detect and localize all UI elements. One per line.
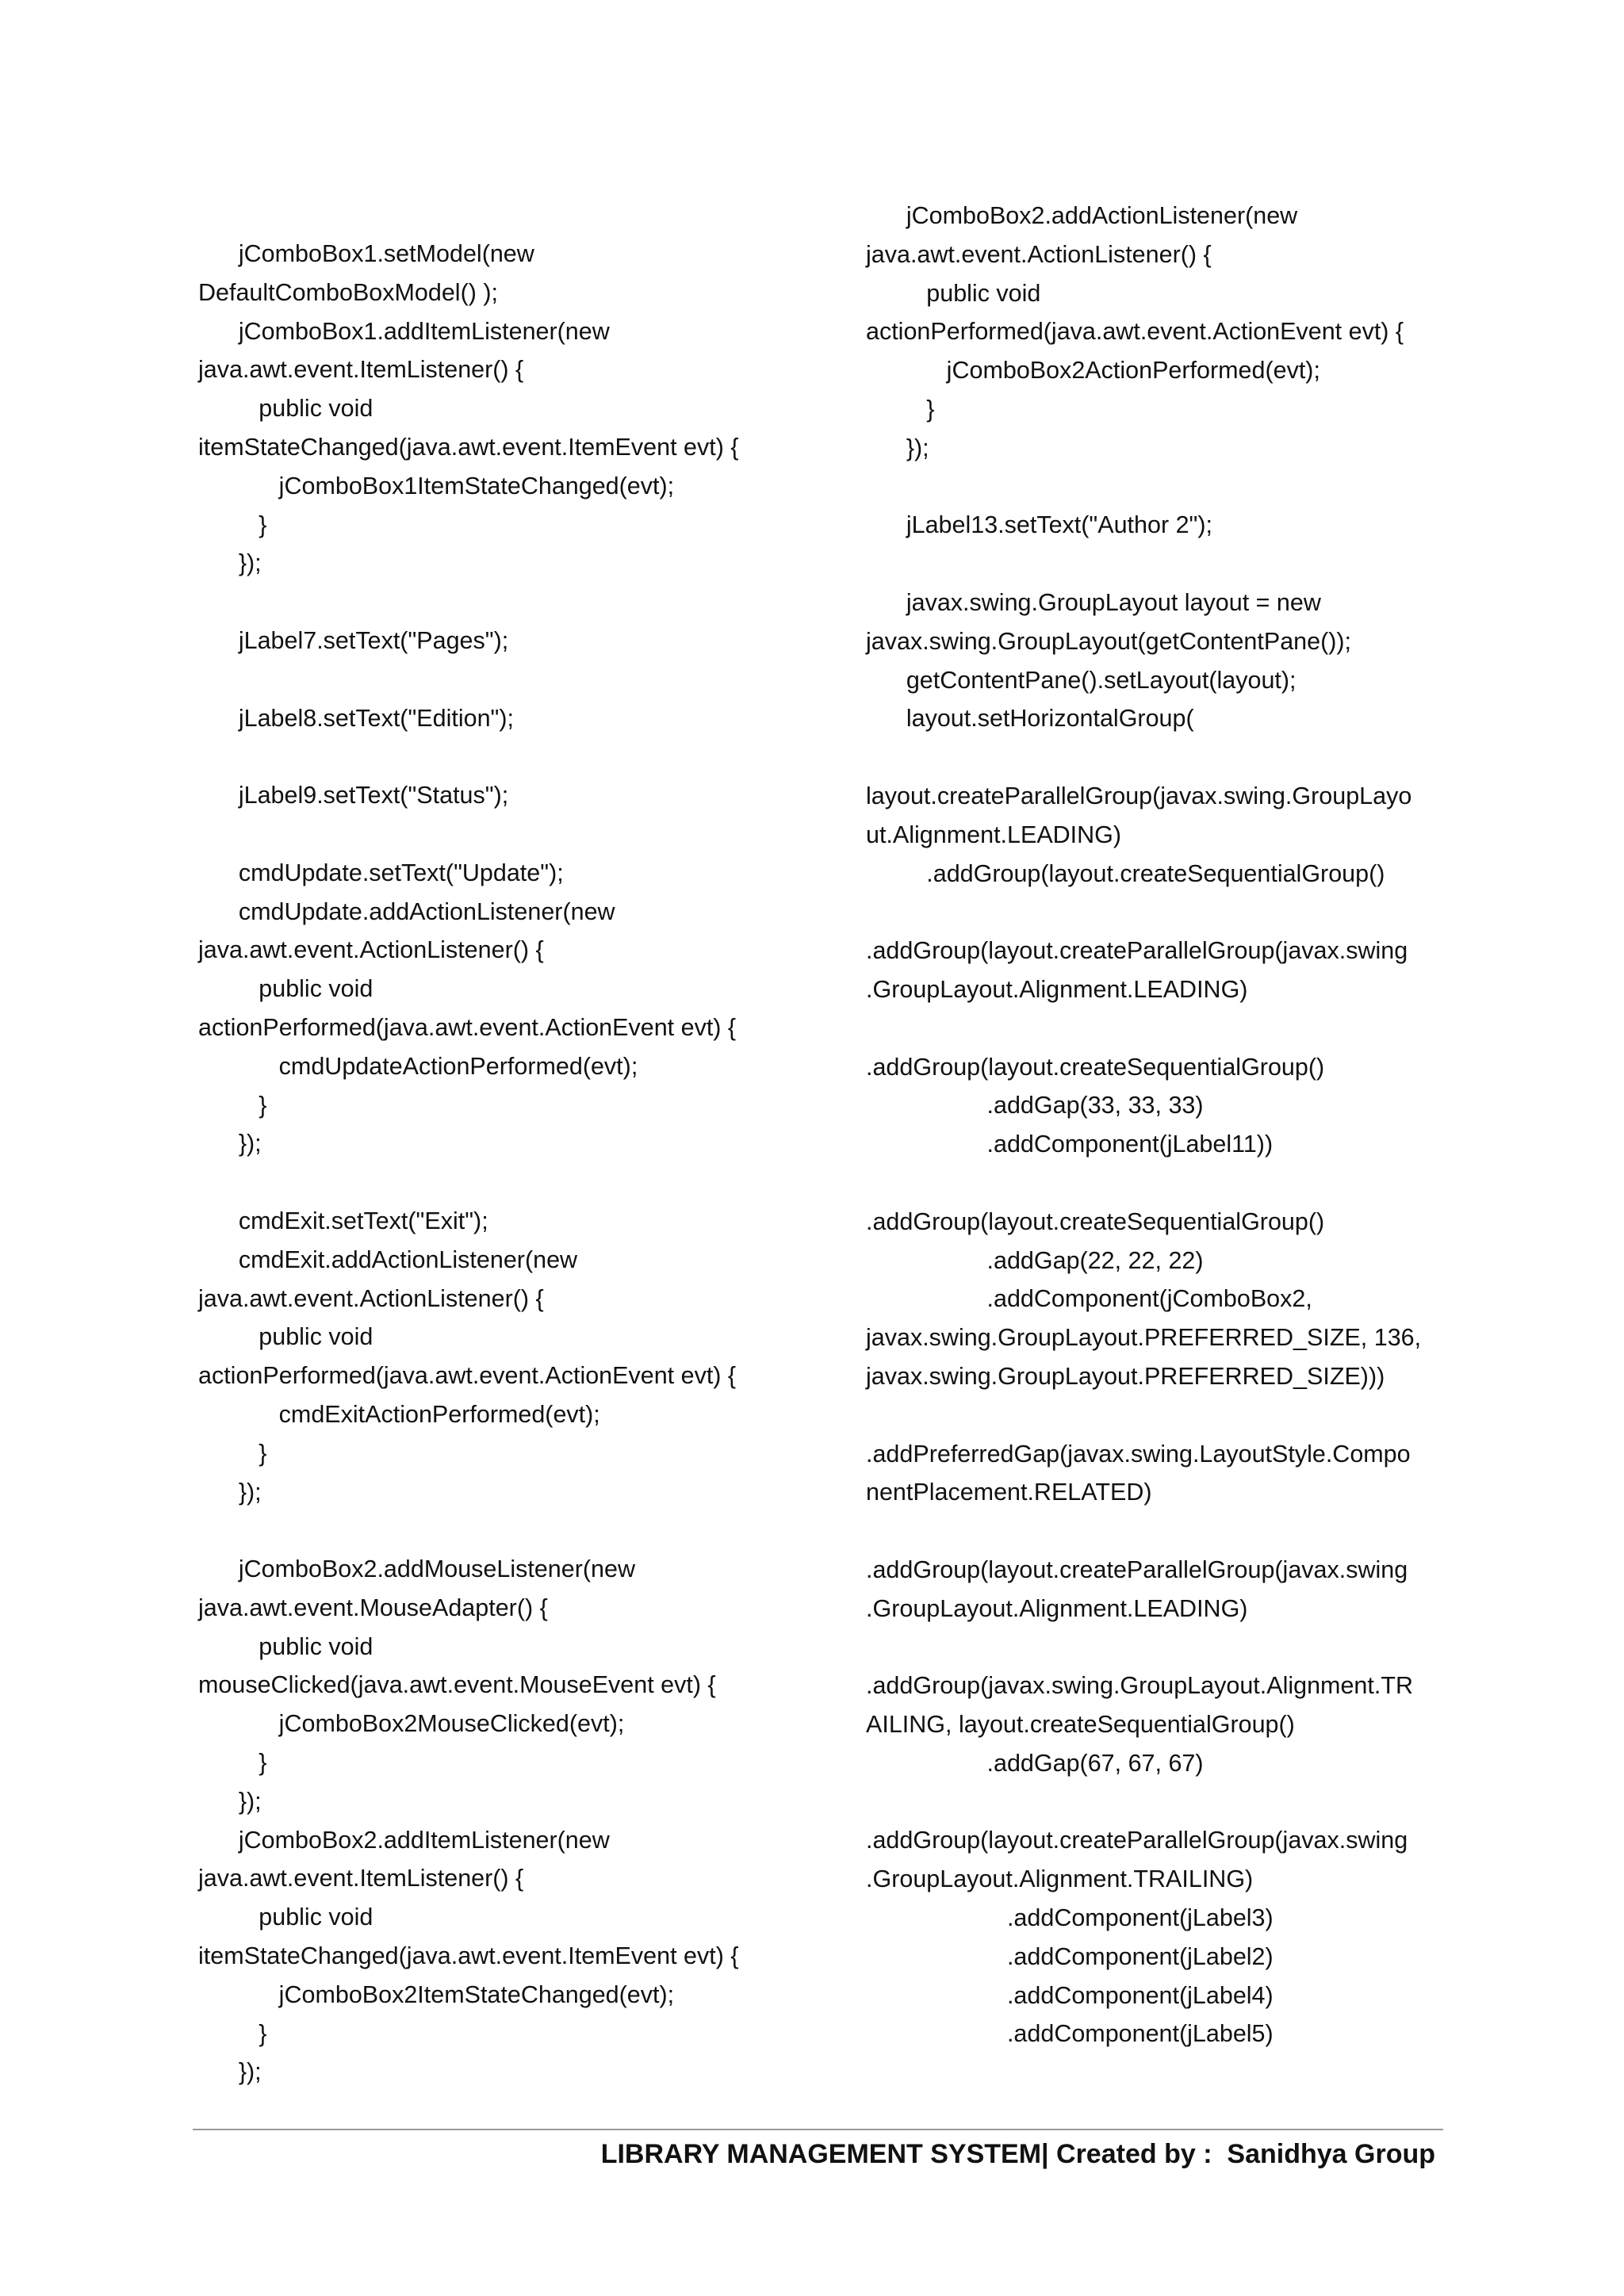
code-line: public void	[198, 395, 373, 423]
code-line: layout.setHorizontalGroup(	[866, 705, 1194, 733]
code-line	[866, 1164, 1469, 1203]
code-line: }	[198, 1439, 267, 1467]
code-line: java.awt.event.ActionListener() {	[866, 240, 1212, 268]
code-line: javax.swing.GroupLayout.PREFERRED_SIZE, 136,	[866, 1324, 1422, 1352]
code-line: }	[198, 1749, 267, 1777]
code-line: .addGroup(layout.createParallelGroup(javax.swing	[866, 937, 1408, 965]
code-line: java.awt.event.ItemListener() {	[198, 356, 524, 384]
code-line: java.awt.event.ActionListener() {	[198, 936, 544, 964]
code-line: .addGap(67, 67, 67)	[866, 1749, 1204, 1777]
code-line: }	[198, 511, 267, 538]
code-line: jComboBox2.addMouseListener(new	[198, 1556, 635, 1583]
code-line: itemStateChanged(java.awt.event.ItemEvent evt) {	[198, 1942, 739, 1970]
code-line: .addGap(22, 22, 22)	[866, 1246, 1204, 1274]
code-line: java.awt.event.ActionListener() {	[198, 1284, 544, 1312]
code-line: jComboBox2ActionPerformed(evt);	[866, 357, 1320, 385]
code-line: .addGroup(layout.createSequentialGroup()	[866, 1053, 1325, 1081]
code-line: public void	[198, 1632, 373, 1660]
code-line	[198, 1511, 801, 1550]
code-line: .addComponent(jLabel11))	[866, 1131, 1274, 1158]
code-line: jComboBox2.addActionListener(new	[866, 202, 1298, 229]
code-line: ut.Alignment.LEADING)	[866, 821, 1122, 848]
code-line: cmdUpdate.addActionListener(new	[198, 897, 615, 925]
code-line: javax.swing.GroupLayout.PREFERRED_SIZE)))	[866, 1362, 1385, 1390]
code-line	[866, 1396, 1469, 1435]
code-line	[198, 660, 801, 699]
code-line: AILING, layout.createSequentialGroup()	[866, 1711, 1295, 1739]
code-line: .GroupLayout.Alignment.LEADING)	[866, 975, 1248, 1003]
code-line	[866, 738, 1469, 777]
code-line: });	[198, 1787, 262, 1815]
code-line	[866, 468, 1469, 507]
code-line: .GroupLayout.Alignment.TRAILING)	[866, 1866, 1254, 1893]
code-line: actionPerformed(java.awt.event.ActionEvent evt) {	[198, 1362, 737, 1390]
code-line: });	[198, 1130, 262, 1158]
code-line: layout.createParallelGroup(javax.swing.GroupLayo	[866, 782, 1412, 809]
code-line	[198, 583, 801, 622]
code-column-right	[866, 197, 1469, 2053]
code-line: public void	[198, 1323, 373, 1351]
code-line: java.awt.event.MouseAdapter() {	[198, 1594, 548, 1621]
code-line: });	[198, 2058, 262, 2086]
code-line: public void	[198, 1904, 373, 1931]
code-line: });	[866, 434, 929, 461]
code-line: .addComponent(jLabel3)	[866, 1904, 1274, 1932]
code-line: cmdUpdate.setText("Update");	[198, 859, 564, 886]
code-line: nentPlacement.RELATED)	[866, 1479, 1152, 1506]
code-line: DefaultComboBoxModel() );	[198, 278, 499, 306]
code-line: jLabel8.setText("Edition");	[198, 704, 515, 732]
code-line: cmdExit.setText("Exit");	[198, 1207, 488, 1234]
code-line	[866, 545, 1469, 584]
code-line: actionPerformed(java.awt.event.ActionEvent evt) {	[198, 1013, 737, 1041]
code-column-left	[198, 235, 801, 2091]
code-line: .addGap(33, 33, 33)	[866, 1092, 1204, 1119]
code-line: jComboBox2ItemStateChanged(evt);	[198, 1980, 675, 2008]
code-line: jComboBox1ItemStateChanged(evt);	[198, 472, 675, 499]
code-line	[198, 737, 801, 776]
code-line	[866, 1512, 1469, 1551]
code-line: jLabel13.setText("Author 2");	[866, 511, 1213, 539]
code-line: .GroupLayout.Alignment.LEADING)	[866, 1594, 1248, 1622]
code-line: cmdUpdateActionPerformed(evt);	[198, 1052, 638, 1080]
code-line: .addComponent(jLabel2)	[866, 1942, 1274, 1970]
code-line: cmdExitActionPerformed(evt);	[198, 1400, 600, 1428]
code-line: .addComponent(jComboBox2,	[866, 1285, 1312, 1313]
code-line: .addComponent(jLabel5)	[866, 2020, 1274, 2048]
code-line: cmdExit.addActionListener(new	[198, 1246, 578, 1273]
code-line: .addComponent(jLabel4)	[866, 1981, 1274, 2009]
code-line: java.awt.event.ItemListener() {	[198, 1865, 524, 1892]
code-line: });	[198, 1478, 262, 1506]
code-line: getContentPane().setLayout(layout);	[866, 666, 1297, 694]
code-line: jLabel9.setText("Status");	[198, 782, 509, 809]
code-line: jComboBox1.addItemListener(new	[198, 317, 610, 345]
code-line: }	[198, 1091, 267, 1119]
code-line: mouseClicked(java.awt.event.MouseEvent evt) {	[198, 1671, 716, 1699]
footer-title: LIBRARY MANAGEMENT SYSTEM| Created by : Sanidhya Group	[600, 2139, 1435, 2169]
code-line	[198, 1163, 801, 1202]
code-line: }	[198, 2019, 267, 2047]
code-line: .addGroup(layout.createSequentialGroup()	[866, 859, 1385, 887]
code-line: .addGroup(layout.createParallelGroup(javax.swing	[866, 1827, 1408, 1854]
code-line: public void	[866, 279, 1041, 307]
code-line: .addPreferredGap(javax.swing.LayoutStyle.Compo	[866, 1440, 1411, 1468]
code-line	[866, 893, 1469, 932]
code-line: }	[866, 395, 935, 423]
code-line	[866, 1009, 1469, 1048]
code-line: .addGroup(layout.createParallelGroup(javax.swing	[866, 1556, 1408, 1583]
code-line: jComboBox2.addItemListener(new	[198, 1826, 610, 1854]
code-line: .addGroup(layout.createSequentialGroup()	[866, 1207, 1325, 1235]
code-line: jComboBox2MouseClicked(evt);	[198, 1710, 625, 1738]
footer-divider	[193, 2129, 1443, 2130]
code-line: });	[198, 549, 262, 577]
code-line: javax.swing.GroupLayout(getContentPane());	[866, 627, 1352, 655]
code-line: actionPerformed(java.awt.event.ActionEvent evt) {	[866, 318, 1404, 346]
code-line	[866, 1783, 1469, 1822]
code-line: javax.swing.GroupLayout layout = new	[866, 588, 1321, 616]
code-line	[198, 815, 801, 854]
code-line: jComboBox1.setModel(new	[198, 240, 534, 267]
code-line: jLabel7.setText("Pages");	[198, 626, 509, 654]
code-line: public void	[198, 975, 373, 1003]
code-line	[866, 1628, 1469, 1667]
code-line: .addGroup(javax.swing.GroupLayout.Alignment.TR	[866, 1672, 1413, 1700]
code-line: itemStateChanged(java.awt.event.ItemEvent evt) {	[198, 433, 739, 461]
